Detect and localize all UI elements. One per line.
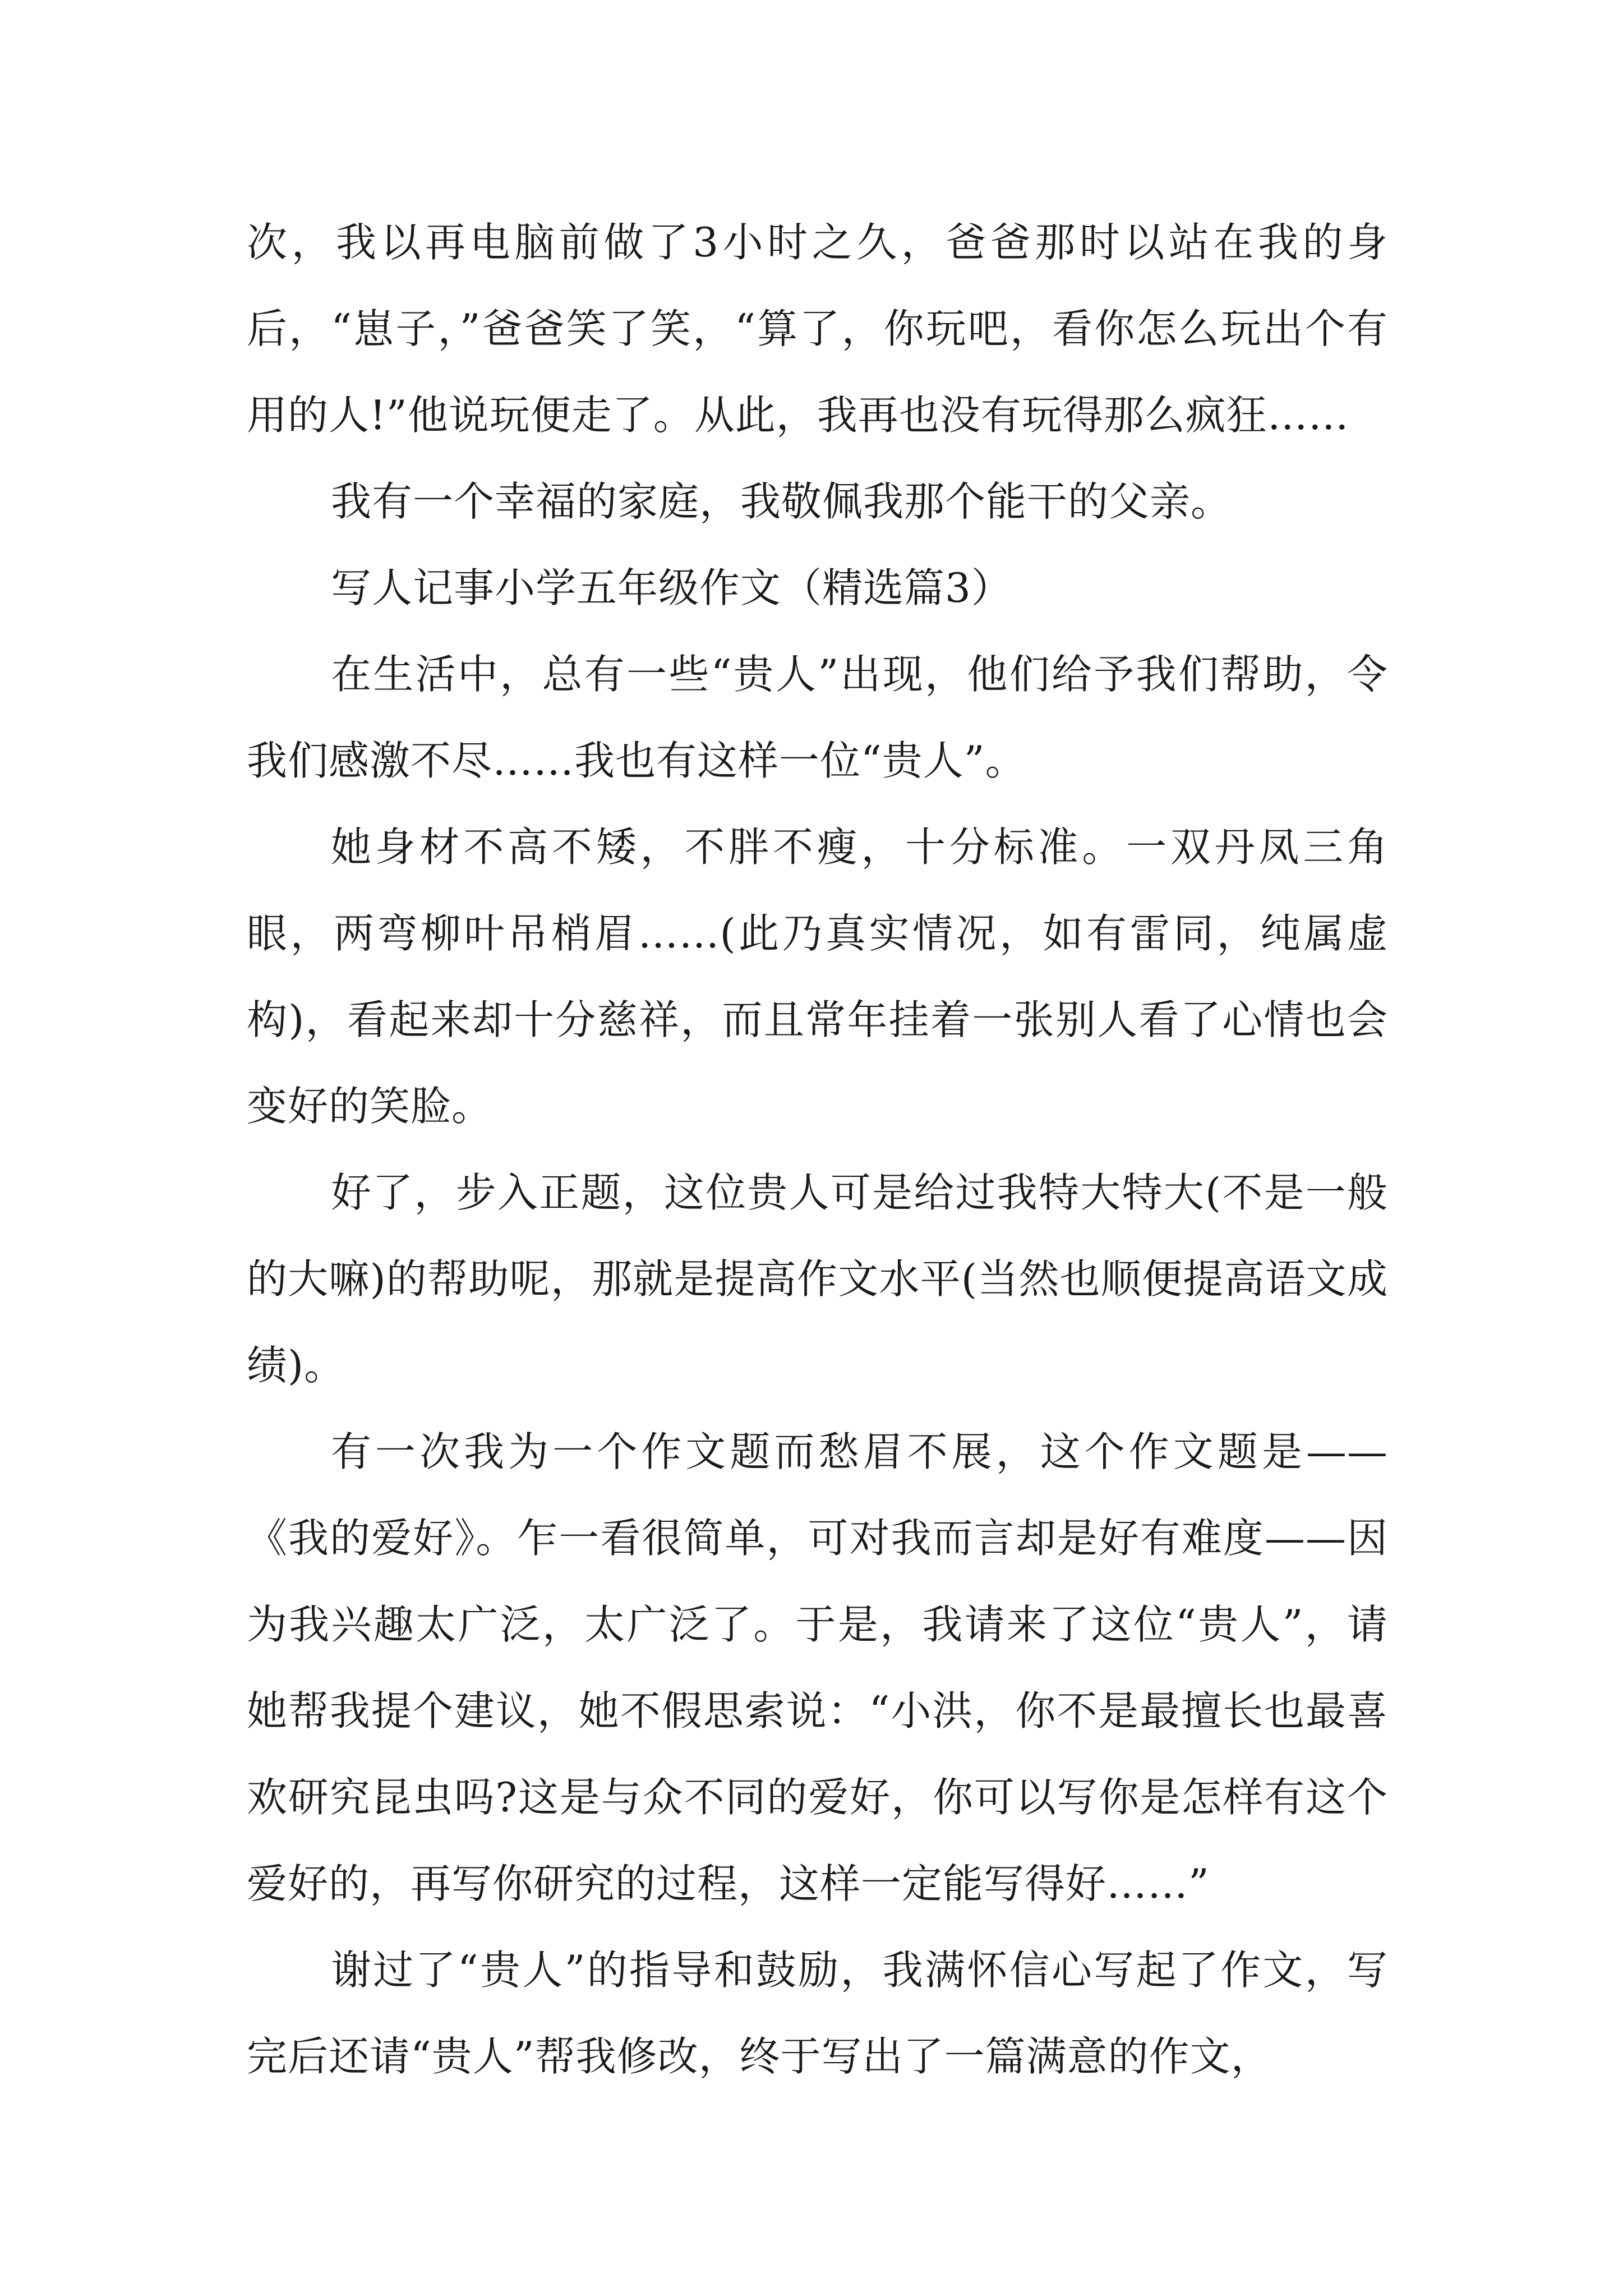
document-body bbox=[247, 199, 1388, 2100]
section-heading: 写人记事小学五年级作文（精选篇3） bbox=[331, 564, 1012, 611]
paragraph-happy-family: 我有一个幸福的家庭，我敬佩我那个能干的父亲。 bbox=[331, 478, 1232, 525]
paragraph-continuation: 次，我以再电脑前做了3小时之久，爸爸那时以站在我的身后，“崽子，”爸爸笑了笑，“算了，你玩吧，看你怎么玩出个有用的人!”他说玩便走了。从此，我再也没有玩得那么疯狂…… bbox=[247, 219, 1388, 439]
paragraph-benefactor-intro: 在生活中，总有一些“贵人”出现，他们给予我们帮助，令我们感激不尽……我也有这样一位“贵人”。 bbox=[247, 651, 1388, 784]
paragraph-essay-topic: 有一次我为一个作文题而愁眉不展，这个作文题是——《我的爱好》。乍一看很简单，可对我而言却是好有难度——因为我兴趣太广泛，太广泛了。于是，我请来了这位“贵人”，请她帮我提个建议，她不假思索说：“小洪，你不是最擅长也最喜欢研究昆虫吗?这是与众不同的爱好，你可以写你是怎样有这个爱好的，再写你研究的过程，这样一定能写得好……” bbox=[247, 1428, 1388, 1907]
paragraph-appearance: 她身材不高不矮，不胖不瘦，十分标准。一双丹凤三角眼，两弯柳叶吊梢眉……(此乃真实情况，如有雷同，纯属虚构)，看起来却十分慈祥，而且常年挂着一张别人看了心情也会变好的笑脸。 bbox=[247, 823, 1388, 1130]
paragraph-thanks: 谢过了“贵人”的指导和鼓励，我满怀信心写起了作文，写完后还请“贵人”帮我修改，终于写出了一篇满意的作文， bbox=[247, 1947, 1388, 2080]
paragraph-help: 好了，步入正题，这位贵人可是给过我特大特大(不是一般的大嘛)的帮助呢，那就是提高作文水平(当然也顺便提高语文成绩)。 bbox=[247, 1169, 1388, 1389]
